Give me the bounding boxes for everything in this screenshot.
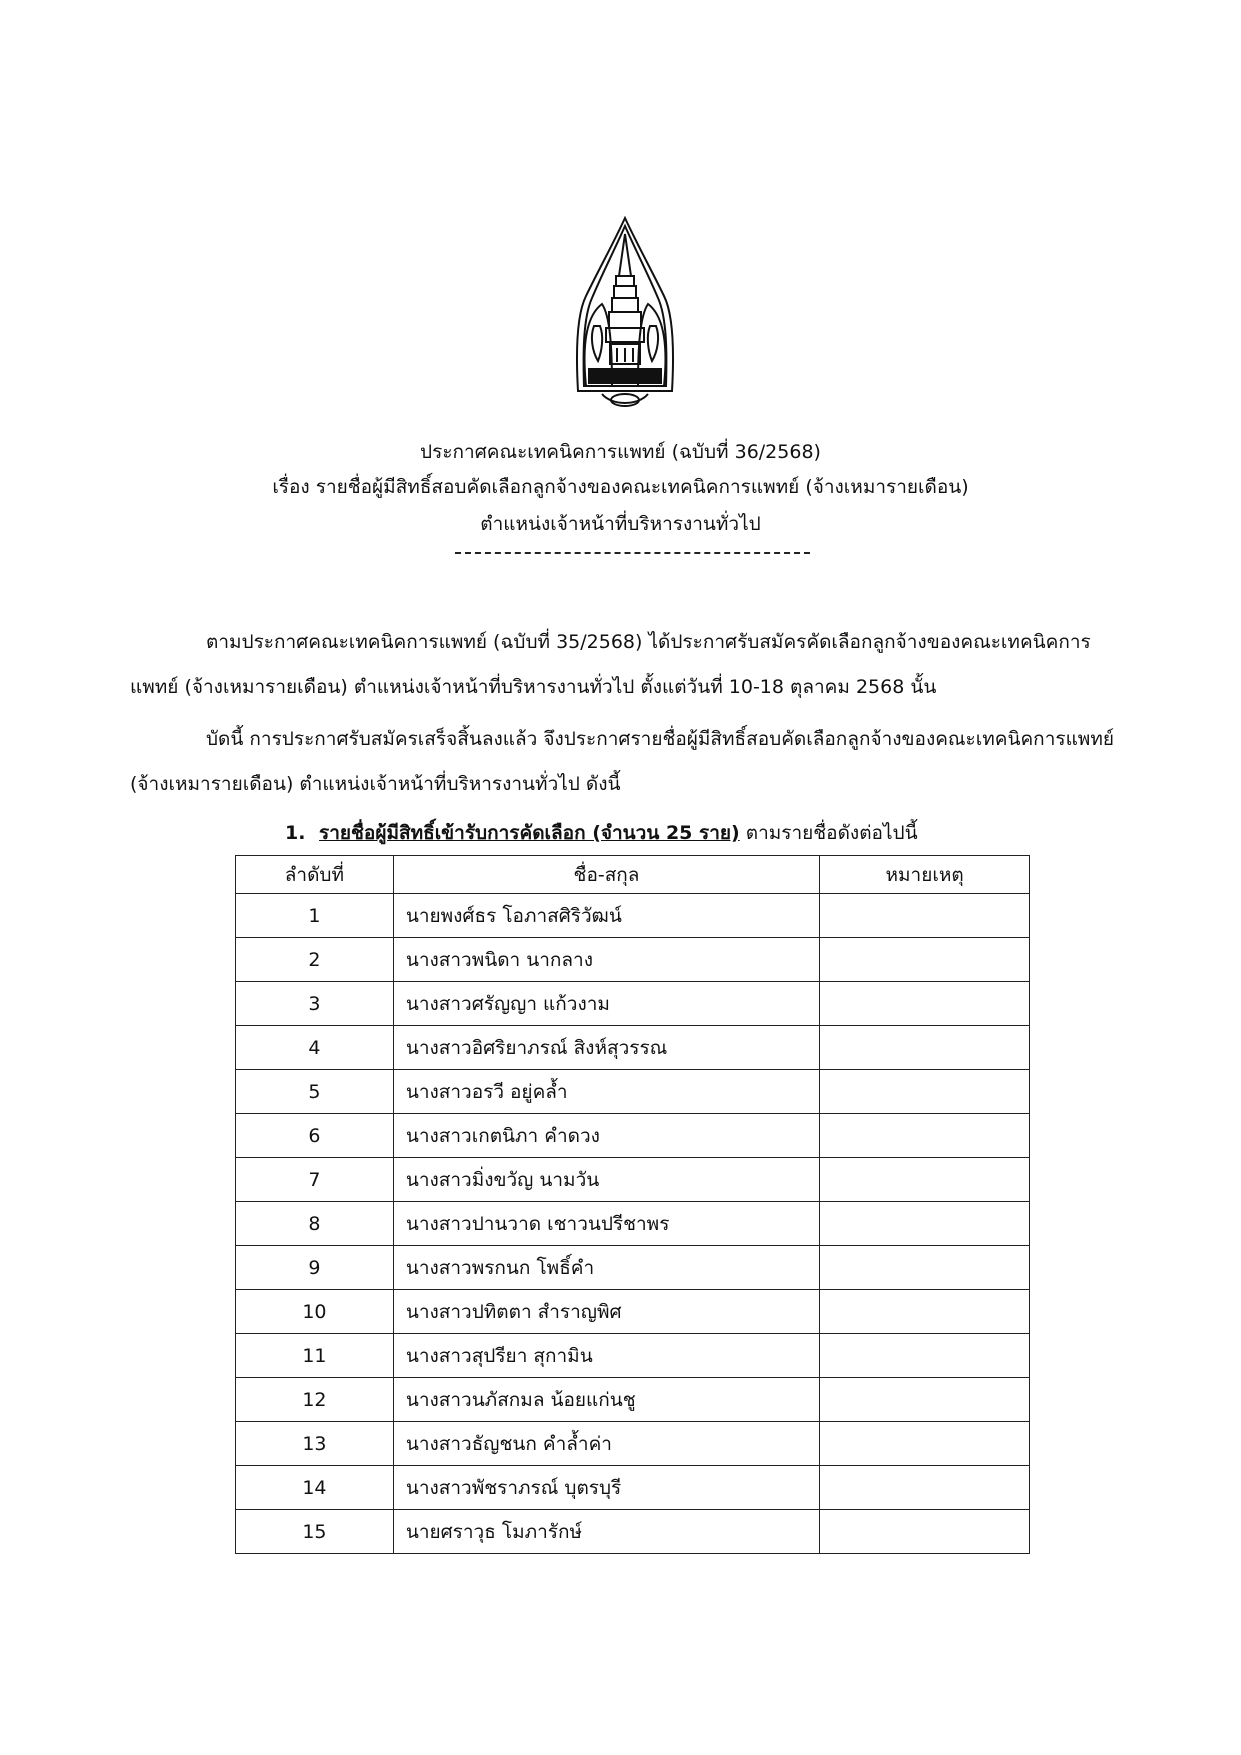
row-name: นางสาวเกตนิภา คำดวง xyxy=(393,1114,819,1158)
paragraph-announcement: บัดนี้ การประกาศรับสมัครเสร็จสิ้นลงแล้ว จึงประกาศรายชื่อผู้มีสิทธิ์สอบคัดเลือกลูกจ้างของคณะเทคนิคการแพทย์ (จ้างเหมารายเดือน) ตำแหน่งเจ้าหน้าที่บริหารงานทั่วไป ดังนี้ xyxy=(130,728,1114,795)
row-name: นางสาวธัญชนก คำล้ำค่า xyxy=(393,1422,819,1466)
row-number: 7 xyxy=(236,1158,394,1202)
row-number: 3 xyxy=(236,982,394,1026)
row-number: 10 xyxy=(236,1290,394,1334)
table-row xyxy=(236,1026,1030,1070)
table-row xyxy=(236,1510,1030,1554)
row-name: นางสาวศรัญญา แก้วงาม xyxy=(393,982,819,1026)
column-header-name: ชื่อ-สกุล xyxy=(393,856,819,894)
announcement-subject: เรื่อง รายชื่อผู้มีสิทธิ์สอบคัดเลือกลูกจ้างของคณะเทคนิคการแพทย์ (จ้างเหมารายเดือน) xyxy=(272,476,969,498)
table-header-row xyxy=(236,856,1030,894)
row-name: นางสาวพรกนก โพธิ์คำ xyxy=(393,1246,819,1290)
row-remark xyxy=(820,1290,1030,1334)
row-remark xyxy=(820,1422,1030,1466)
table-row xyxy=(236,894,1030,938)
announcement-title: ประกาศคณะเทคนิคการแพทย์ (ฉบับที่ 36/2568) xyxy=(420,441,821,463)
row-number: 9 xyxy=(236,1246,394,1290)
row-remark xyxy=(820,894,1030,938)
row-number: 11 xyxy=(236,1334,394,1378)
table-row xyxy=(236,1422,1030,1466)
row-name: นางสาวอิศริยาภรณ์ สิงห์สุวรรณ xyxy=(393,1026,819,1070)
row-remark xyxy=(820,1158,1030,1202)
row-name: นางสาวพัชราภรณ์ บุตรบุรี xyxy=(393,1466,819,1510)
column-header-order: ลำดับที่ xyxy=(236,856,394,894)
row-remark xyxy=(820,982,1030,1026)
paragraph-reference: ตามประกาศคณะเทคนิคการแพทย์ (ฉบับที่ 35/2568) ได้ประกาศรับสมัครคัดเลือกลูกจ้างของคณะเทคนิคการแพทย์ (จ้างเหมารายเดือน) ตำแหน่งเจ้าหน้าที่บริหารงานทั่วไป ตั้งแต่วันที่ 10-18 ตุลาคม 2568 นั้น xyxy=(130,631,1091,698)
row-number: 5 xyxy=(236,1070,394,1114)
row-name: นายศราวุธ โมภารักษ์ xyxy=(393,1510,819,1554)
table-row xyxy=(236,1114,1030,1158)
table-row xyxy=(236,982,1030,1026)
row-name: นางสาวพนิดา นากลาง xyxy=(393,938,819,982)
eligible-candidates-table xyxy=(235,855,1030,1554)
section-title-bold: รายชื่อผู้มีสิทธิ์เข้ารับการคัดเลือก (จำนวน 25 ราย) xyxy=(319,822,740,844)
table-row xyxy=(236,1290,1030,1334)
column-header-remark: หมายเหตุ xyxy=(820,856,1030,894)
row-remark xyxy=(820,1202,1030,1246)
table-row xyxy=(236,938,1030,982)
row-remark xyxy=(820,1246,1030,1290)
table-row xyxy=(236,1246,1030,1290)
row-remark xyxy=(820,938,1030,982)
row-number: 12 xyxy=(236,1378,394,1422)
table-row xyxy=(236,1202,1030,1246)
row-number: 4 xyxy=(236,1026,394,1070)
row-name: นางสาวปานวาด เชาวนปรีชาพร xyxy=(393,1202,819,1246)
row-name: นายพงศ์ธร โอภาสศิริวัฒน์ xyxy=(393,894,819,938)
row-number: 8 xyxy=(236,1202,394,1246)
row-remark xyxy=(820,1378,1030,1422)
row-number: 1 xyxy=(236,894,394,938)
row-remark xyxy=(820,1026,1030,1070)
separator-line xyxy=(455,552,810,554)
table-row xyxy=(236,1158,1030,1202)
section-number: 1. xyxy=(285,822,306,844)
table-row xyxy=(236,1334,1030,1378)
row-name: นางสาวอรวี อยู่คล้ำ xyxy=(393,1070,819,1114)
row-name: นางสาวนภัสกมล น้อยแก่นชู xyxy=(393,1378,819,1422)
row-remark xyxy=(820,1334,1030,1378)
row-name: นางสาวมิ่งขวัญ นามวัน xyxy=(393,1158,819,1202)
row-number: 15 xyxy=(236,1510,394,1554)
row-name: นางสาวปทิตตา สำราญพิศ xyxy=(393,1290,819,1334)
university-seal-logo xyxy=(572,216,678,412)
position-title: ตำแหน่งเจ้าหน้าที่บริหารงานทั่วไป xyxy=(480,513,761,535)
table-row xyxy=(236,1466,1030,1510)
row-remark xyxy=(820,1114,1030,1158)
table-row xyxy=(236,1378,1030,1422)
row-number: 6 xyxy=(236,1114,394,1158)
row-name: นางสาวสุปรียา สุกามิน xyxy=(393,1334,819,1378)
row-number: 2 xyxy=(236,938,394,982)
table-row xyxy=(236,1070,1030,1114)
row-remark xyxy=(820,1510,1030,1554)
section-title-rest: ตามรายชื่อดังต่อไปนี้ xyxy=(739,822,918,844)
row-remark xyxy=(820,1466,1030,1510)
row-remark xyxy=(820,1070,1030,1114)
section-heading xyxy=(285,818,918,848)
row-number: 14 xyxy=(236,1466,394,1510)
row-number: 13 xyxy=(236,1422,394,1466)
